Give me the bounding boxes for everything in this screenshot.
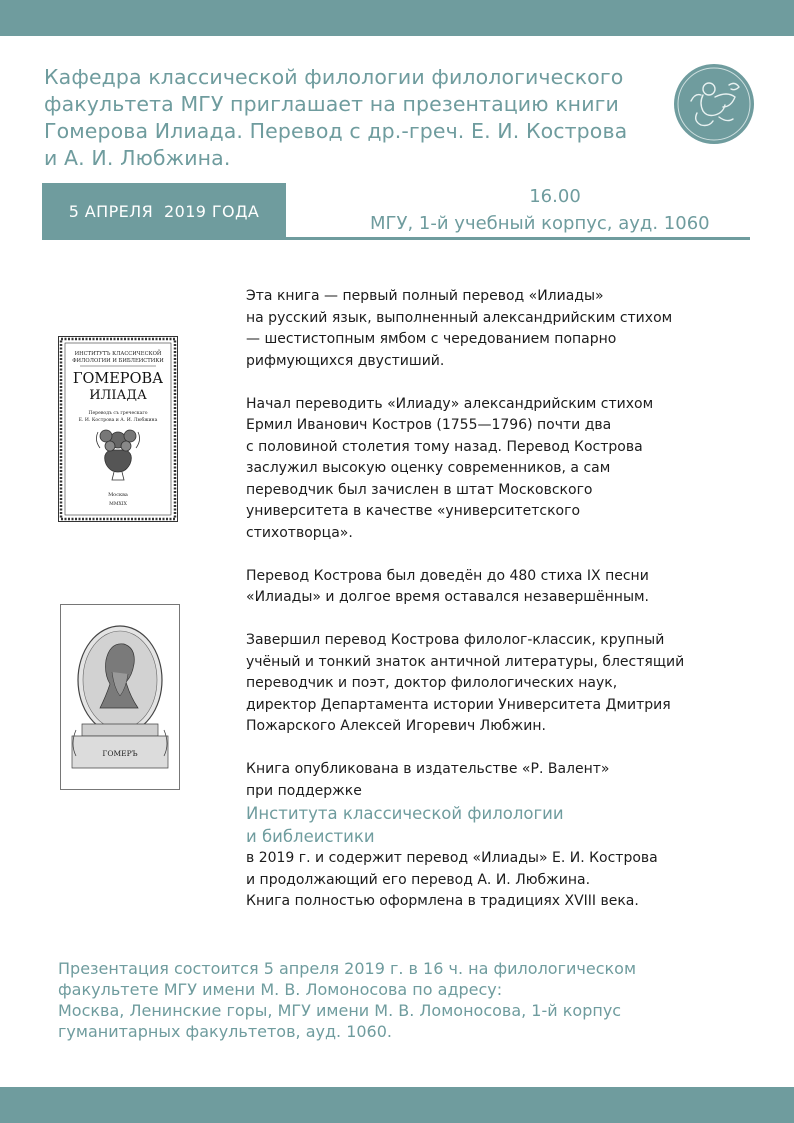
heading-line: факультета МГУ приглашает на презентацию книги [44,92,619,116]
cover-title-line2: ИЛІАДА [89,388,147,403]
cover-publisher-line1: ИНСТИТУТЪ КЛАССИЧЕСКОЙ [74,351,162,357]
paragraph-unfinished [246,566,766,609]
text-line: в 2019 г. и содержит перевод «Илиады» Е. И. Кострова [246,850,658,866]
event-place: МГУ, 1-й учебный корпус, ауд. 1060 [370,213,710,234]
text-line: стихотворца». [246,524,353,541]
event-date-badge [42,183,286,240]
top-band [0,0,794,36]
text-line: с половиной столетия тому назад. Перевод Кострова [246,438,643,455]
footer-line: Презентация состоится 5 апреля 2019 г. в 16 ч. на филологическом [58,959,637,978]
text-line: Эта книга — первый полный перевод «Илиады» [246,288,604,304]
invitation-heading [44,64,664,172]
text-line: и продолжающий его перевод А. И. Любжина. [246,871,591,888]
text-line: переводчик был зачислен в штат Московского [246,481,593,498]
cover-translation-line1: Переводъ съ греческаго [88,411,148,416]
text-line: Ермил Иванович Костров (1755—1796) почти два [246,417,612,433]
heading-line: Кафедра классической филологии филологического [44,65,624,89]
text-line: заслужил высокую оценку современников, а сам [246,460,611,476]
bottom-band [0,1087,794,1123]
paragraph-intro [246,286,766,372]
cover-translation-line2: Е. И. Кострова и А. И. Любжина [78,418,158,423]
text-line: директор Департамента истории Университета Дмитрия [246,696,671,713]
text-line: Книга полностью оформлена в традициях XVIII века. [246,893,639,909]
cover-title-line1: ГОМЕРОВА [72,371,164,387]
event-time: 16.00 [529,186,581,207]
footer-line: факультете МГУ имени М. В. Ломоносова по адресу: [58,980,503,999]
footer-line: Москва, Ленинские горы, МГУ имени М. В. Ломоносова, 1-й корпус [58,1001,622,1020]
text-line: на русский язык, выполненный александрийским стихом [246,309,673,326]
text-line: переводчик и поэт, доктор филологических наук, [246,675,618,691]
text-line: учёный и тонкий знаток античной литературы, блестящий [246,653,685,670]
institute-name: Института классической филологии [246,804,564,823]
text-line: «Илиады» и долгое время оставался незавершённым. [246,589,650,605]
cover-publisher-line2: ФИЛОЛОГИИ И БИБЛЕИСТИКИ [72,358,164,364]
heading-line: Гомерова Илиада. Перевод с др.-греч. Е. И. Кострова [44,119,628,143]
divider-rule [286,237,750,240]
paragraph-kostrov [246,394,766,545]
paragraph-publication [246,759,766,913]
paragraph-lyubzhin [246,630,766,738]
description-column [246,286,766,934]
cover-year: MMXIX [109,502,127,507]
text-line: — шестистопным ямбом с чередованием попарно [246,331,617,347]
institute-name: и библеистики [246,827,375,846]
text-line: Пожарского Алексей Игоревич Любжин. [246,718,546,734]
presentation-details [58,958,698,1042]
footer-line: гуманитарных факультетов, ауд. 1060. [58,1022,392,1041]
text-line: Завершил перевод Кострова филолог-классик, крупный [246,632,665,648]
text-line: Начал переводить «Илиаду» александрийским стихом [246,395,654,412]
text-line: рифмующихся двустиший. [246,352,445,369]
homer-portrait-engraving [60,604,180,790]
text-line: Перевод Кострова был доведён до 480 стиха IX песни [246,567,649,584]
cameo-emblem-icon [673,63,755,145]
text-line: университета в качестве «университетского [246,503,581,519]
heading-line: и А. И. Любжина. [44,146,231,170]
cover-city: Москва [108,492,128,498]
text-line: при поддержке [246,782,362,799]
text-line: Книга опубликована в издательстве «Р. Валент» [246,761,610,777]
portrait-caption: ГОМЕРЪ [102,749,138,758]
book-cover-image [58,336,178,522]
event-date: 5 АПРЕЛЯ 2019 ГОДА [68,202,260,221]
